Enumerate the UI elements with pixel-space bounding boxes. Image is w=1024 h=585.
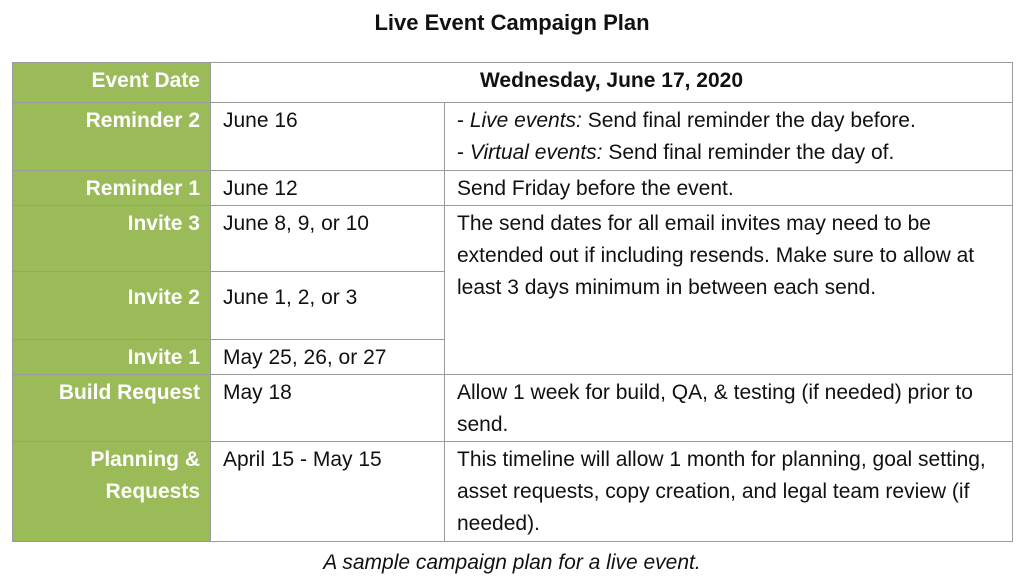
row-date-reminder-2: June 16: [211, 103, 445, 171]
row-note-reminder-1: Send Friday before the event.: [445, 171, 1013, 206]
row-date-build-request: May 18: [211, 375, 445, 442]
row-note-planning-requests: This timeline will allow 1 month for planning, goal setting, asset requests, copy creation, and legal team review (if needed).: [445, 442, 1013, 542]
note-line-virtual-events: - Virtual events: Send final reminder the day of.: [457, 141, 895, 164]
row-label-planning-requests: Planning & Requests: [13, 442, 211, 542]
note-line-live-events: - Live events: Send final reminder the day before.: [457, 109, 916, 132]
table-row-event-date: [13, 63, 1013, 103]
row-date-reminder-1: June 12: [211, 171, 445, 206]
table-row-reminder-2: [13, 103, 1013, 171]
table-row-invite-3: [13, 206, 1013, 272]
row-note-invites: The send dates for all email invites may need to be extended out if including resends. Make sure to allow at least 3 days minimum in between each send.: [445, 206, 1013, 375]
table-row-planning-requests: [13, 442, 1013, 542]
row-date-planning-requests: April 15 - May 15: [211, 442, 445, 542]
campaign-plan-table: [12, 62, 1013, 542]
row-label-event-date: Event Date: [13, 63, 211, 103]
row-date-invite-1: May 25, 26, or 27: [211, 340, 445, 375]
row-note-reminder-2: [445, 103, 1013, 171]
row-label-invite-1: Invite 1: [13, 340, 211, 375]
table-row-reminder-1: [13, 171, 1013, 206]
event-date-value: Wednesday, June 17, 2020: [211, 63, 1013, 103]
table-row-build-request: [13, 375, 1013, 442]
row-label-reminder-2: Reminder 2: [13, 103, 211, 171]
row-label-build-request: Build Request: [13, 375, 211, 442]
row-note-build-request: Allow 1 week for build, QA, & testing (if needed) prior to send.: [445, 375, 1013, 442]
row-label-invite-2: Invite 2: [13, 272, 211, 340]
row-date-invite-3: June 8, 9, or 10: [211, 206, 445, 272]
table-caption: A sample campaign plan for a live event.: [323, 551, 701, 574]
document-title: Live Event Campaign Plan: [374, 10, 650, 35]
row-label-reminder-1: Reminder 1: [13, 171, 211, 206]
row-date-invite-2: June 1, 2, or 3: [211, 272, 445, 340]
row-label-invite-3: Invite 3: [13, 206, 211, 272]
